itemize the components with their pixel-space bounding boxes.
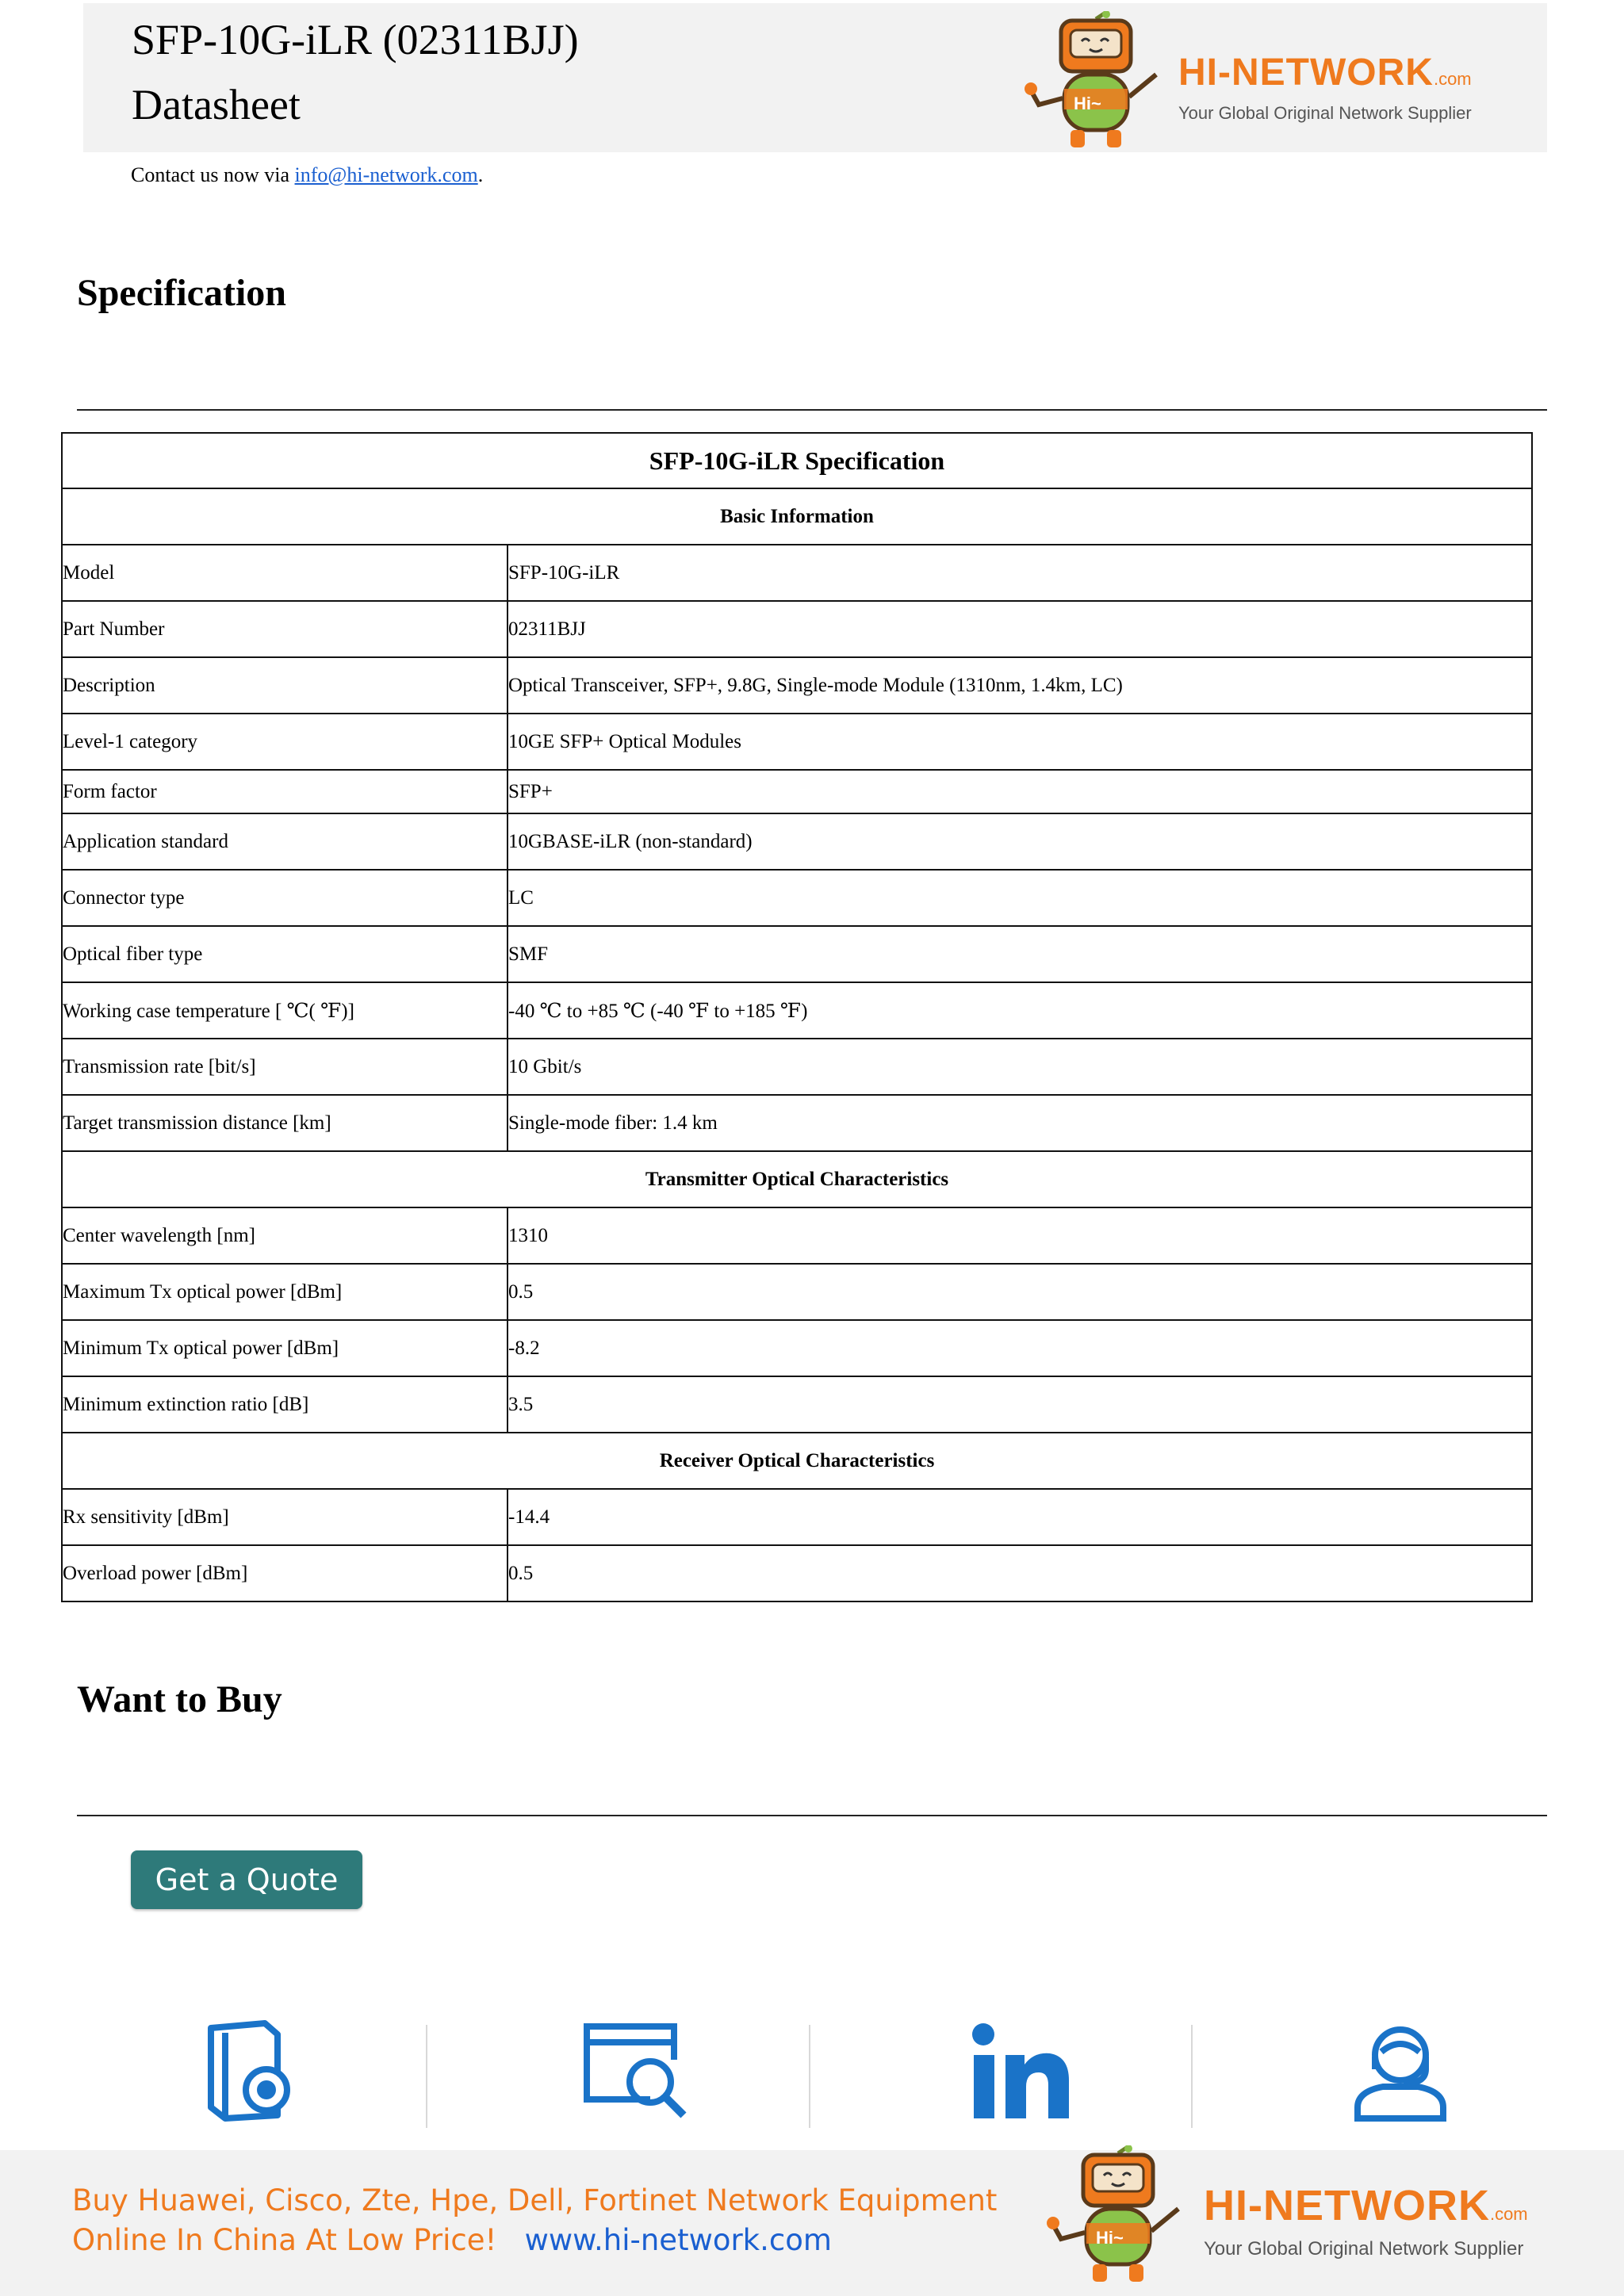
logo-brand: HI-NETWORK.com: [1178, 52, 1472, 94]
divider: [77, 409, 1547, 411]
document-title: SFP-10G-iLR (02311BJJ): [132, 16, 579, 63]
spec-label: Minimum extinction ratio [dB]: [62, 1376, 508, 1433]
get-quote-button[interactable]: Get a Quote: [131, 1850, 362, 1909]
spec-table: [61, 432, 1533, 1602]
table-row: [62, 1320, 1532, 1376]
spec-value: Single-mode fiber: 1.4 km: [508, 1095, 1532, 1151]
separator: [809, 2025, 810, 2128]
spec-value: SFP+: [508, 770, 1532, 813]
footer-tagline-2: Online In China At Low Price! www.hi-network.com: [72, 2223, 832, 2257]
table-row: [62, 1095, 1532, 1151]
spec-value: 1310: [508, 1207, 1532, 1264]
table-row: [62, 1264, 1532, 1320]
table-row: [62, 982, 1532, 1039]
spec-label: Working case temperature [ ℃( ℉)]: [62, 982, 508, 1039]
table-row: [62, 1039, 1532, 1095]
robot-mascot-icon: [1045, 2145, 1196, 2286]
table-row: [62, 870, 1532, 926]
table-row: [62, 657, 1532, 714]
search-icon[interactable]: [580, 2020, 691, 2123]
mascot-badge: Hi~: [1096, 2228, 1124, 2248]
footer-tagline: Buy Huawei, Cisco, Zte, Hpe, Dell, Fortinet Network Equipment: [72, 2183, 998, 2218]
spec-value: SFP-10G-iLR: [508, 545, 1532, 601]
table-row: [62, 545, 1532, 601]
spec-label: Level-1 category: [62, 714, 508, 770]
spec-value: -40 ℃ to +85 ℃ (-40 ℉ to +185 ℉): [508, 982, 1532, 1039]
separator: [1191, 2025, 1193, 2128]
linkedin-icon[interactable]: [969, 2020, 1080, 2123]
spec-value: 10GBASE-iLR (non-standard): [508, 813, 1532, 870]
table-row: [62, 926, 1532, 982]
footer-website-link[interactable]: www.hi-network.com: [524, 2223, 832, 2257]
spec-label: Maximum Tx optical power [dBm]: [62, 1264, 508, 1320]
spec-value: -8.2: [508, 1320, 1532, 1376]
table-row: [62, 1545, 1532, 1601]
datasheet-icon[interactable]: [201, 2020, 312, 2123]
spec-value: 10GE SFP+ Optical Modules: [508, 714, 1532, 770]
logo-tagline: Your Global Original Network Supplier: [1178, 103, 1472, 123]
spec-value: 0.5: [508, 1545, 1532, 1601]
spec-label: Optical fiber type: [62, 926, 508, 982]
spec-label: Transmission rate [bit/s]: [62, 1039, 508, 1095]
spec-label: Minimum Tx optical power [dBm]: [62, 1320, 508, 1376]
spec-value: -14.4: [508, 1489, 1532, 1545]
separator: [426, 2025, 427, 2128]
specification-heading: Specification: [77, 272, 286, 314]
document-subtitle: Datasheet: [132, 81, 301, 128]
table-row: [62, 813, 1532, 870]
want-to-buy-heading: Want to Buy: [77, 1678, 282, 1720]
spec-label: Target transmission distance [km]: [62, 1095, 508, 1151]
contact-line: Contact us now via info@hi-network.com.: [131, 163, 484, 186]
spec-label: Application standard: [62, 813, 508, 870]
table-caption: SFP-10G-iLR Specification: [62, 433, 1532, 488]
spec-label: Form factor: [62, 770, 508, 813]
robot-mascot-icon: [1023, 11, 1174, 152]
spec-value: 10 Gbit/s: [508, 1039, 1532, 1095]
spec-label: Center wavelength [nm]: [62, 1207, 508, 1264]
spec-label: Connector type: [62, 870, 508, 926]
table-row: [62, 601, 1532, 657]
spec-value: 02311BJJ: [508, 601, 1532, 657]
table-row: [62, 1489, 1532, 1545]
spec-label: Rx sensitivity [dBm]: [62, 1489, 508, 1545]
spec-label: Part Number: [62, 601, 508, 657]
group-header: Receiver Optical Characteristics: [62, 1433, 1532, 1489]
logo-tagline: Your Global Original Network Supplier: [1204, 2238, 1524, 2260]
spec-value: 3.5: [508, 1376, 1532, 1433]
logo-brand: HI-NETWORK.com: [1204, 2182, 1528, 2229]
group-header: Transmitter Optical Characteristics: [62, 1151, 1532, 1207]
spec-value: Optical Transceiver, SFP+, 9.8G, Single-mode Module (1310nm, 1.4km, LC): [508, 657, 1532, 714]
spec-label: Overload power [dBm]: [62, 1545, 508, 1601]
contact-email-link[interactable]: info@hi-network.com: [294, 163, 478, 186]
table-row: [62, 770, 1532, 813]
spec-label: Model: [62, 545, 508, 601]
table-row: [62, 1207, 1532, 1264]
spec-value: SMF: [508, 926, 1532, 982]
table-row: [62, 714, 1532, 770]
footer-logo: [1045, 2145, 1528, 2286]
divider: [77, 1815, 1547, 1816]
spec-value: 0.5: [508, 1264, 1532, 1320]
group-header: Basic Information: [62, 488, 1532, 545]
spec-label: Description: [62, 657, 508, 714]
header-logo: [1023, 11, 1483, 152]
support-icon[interactable]: [1348, 2020, 1459, 2123]
table-row: [62, 1376, 1532, 1433]
spec-value: LC: [508, 870, 1532, 926]
mascot-badge: Hi~: [1074, 94, 1101, 113]
